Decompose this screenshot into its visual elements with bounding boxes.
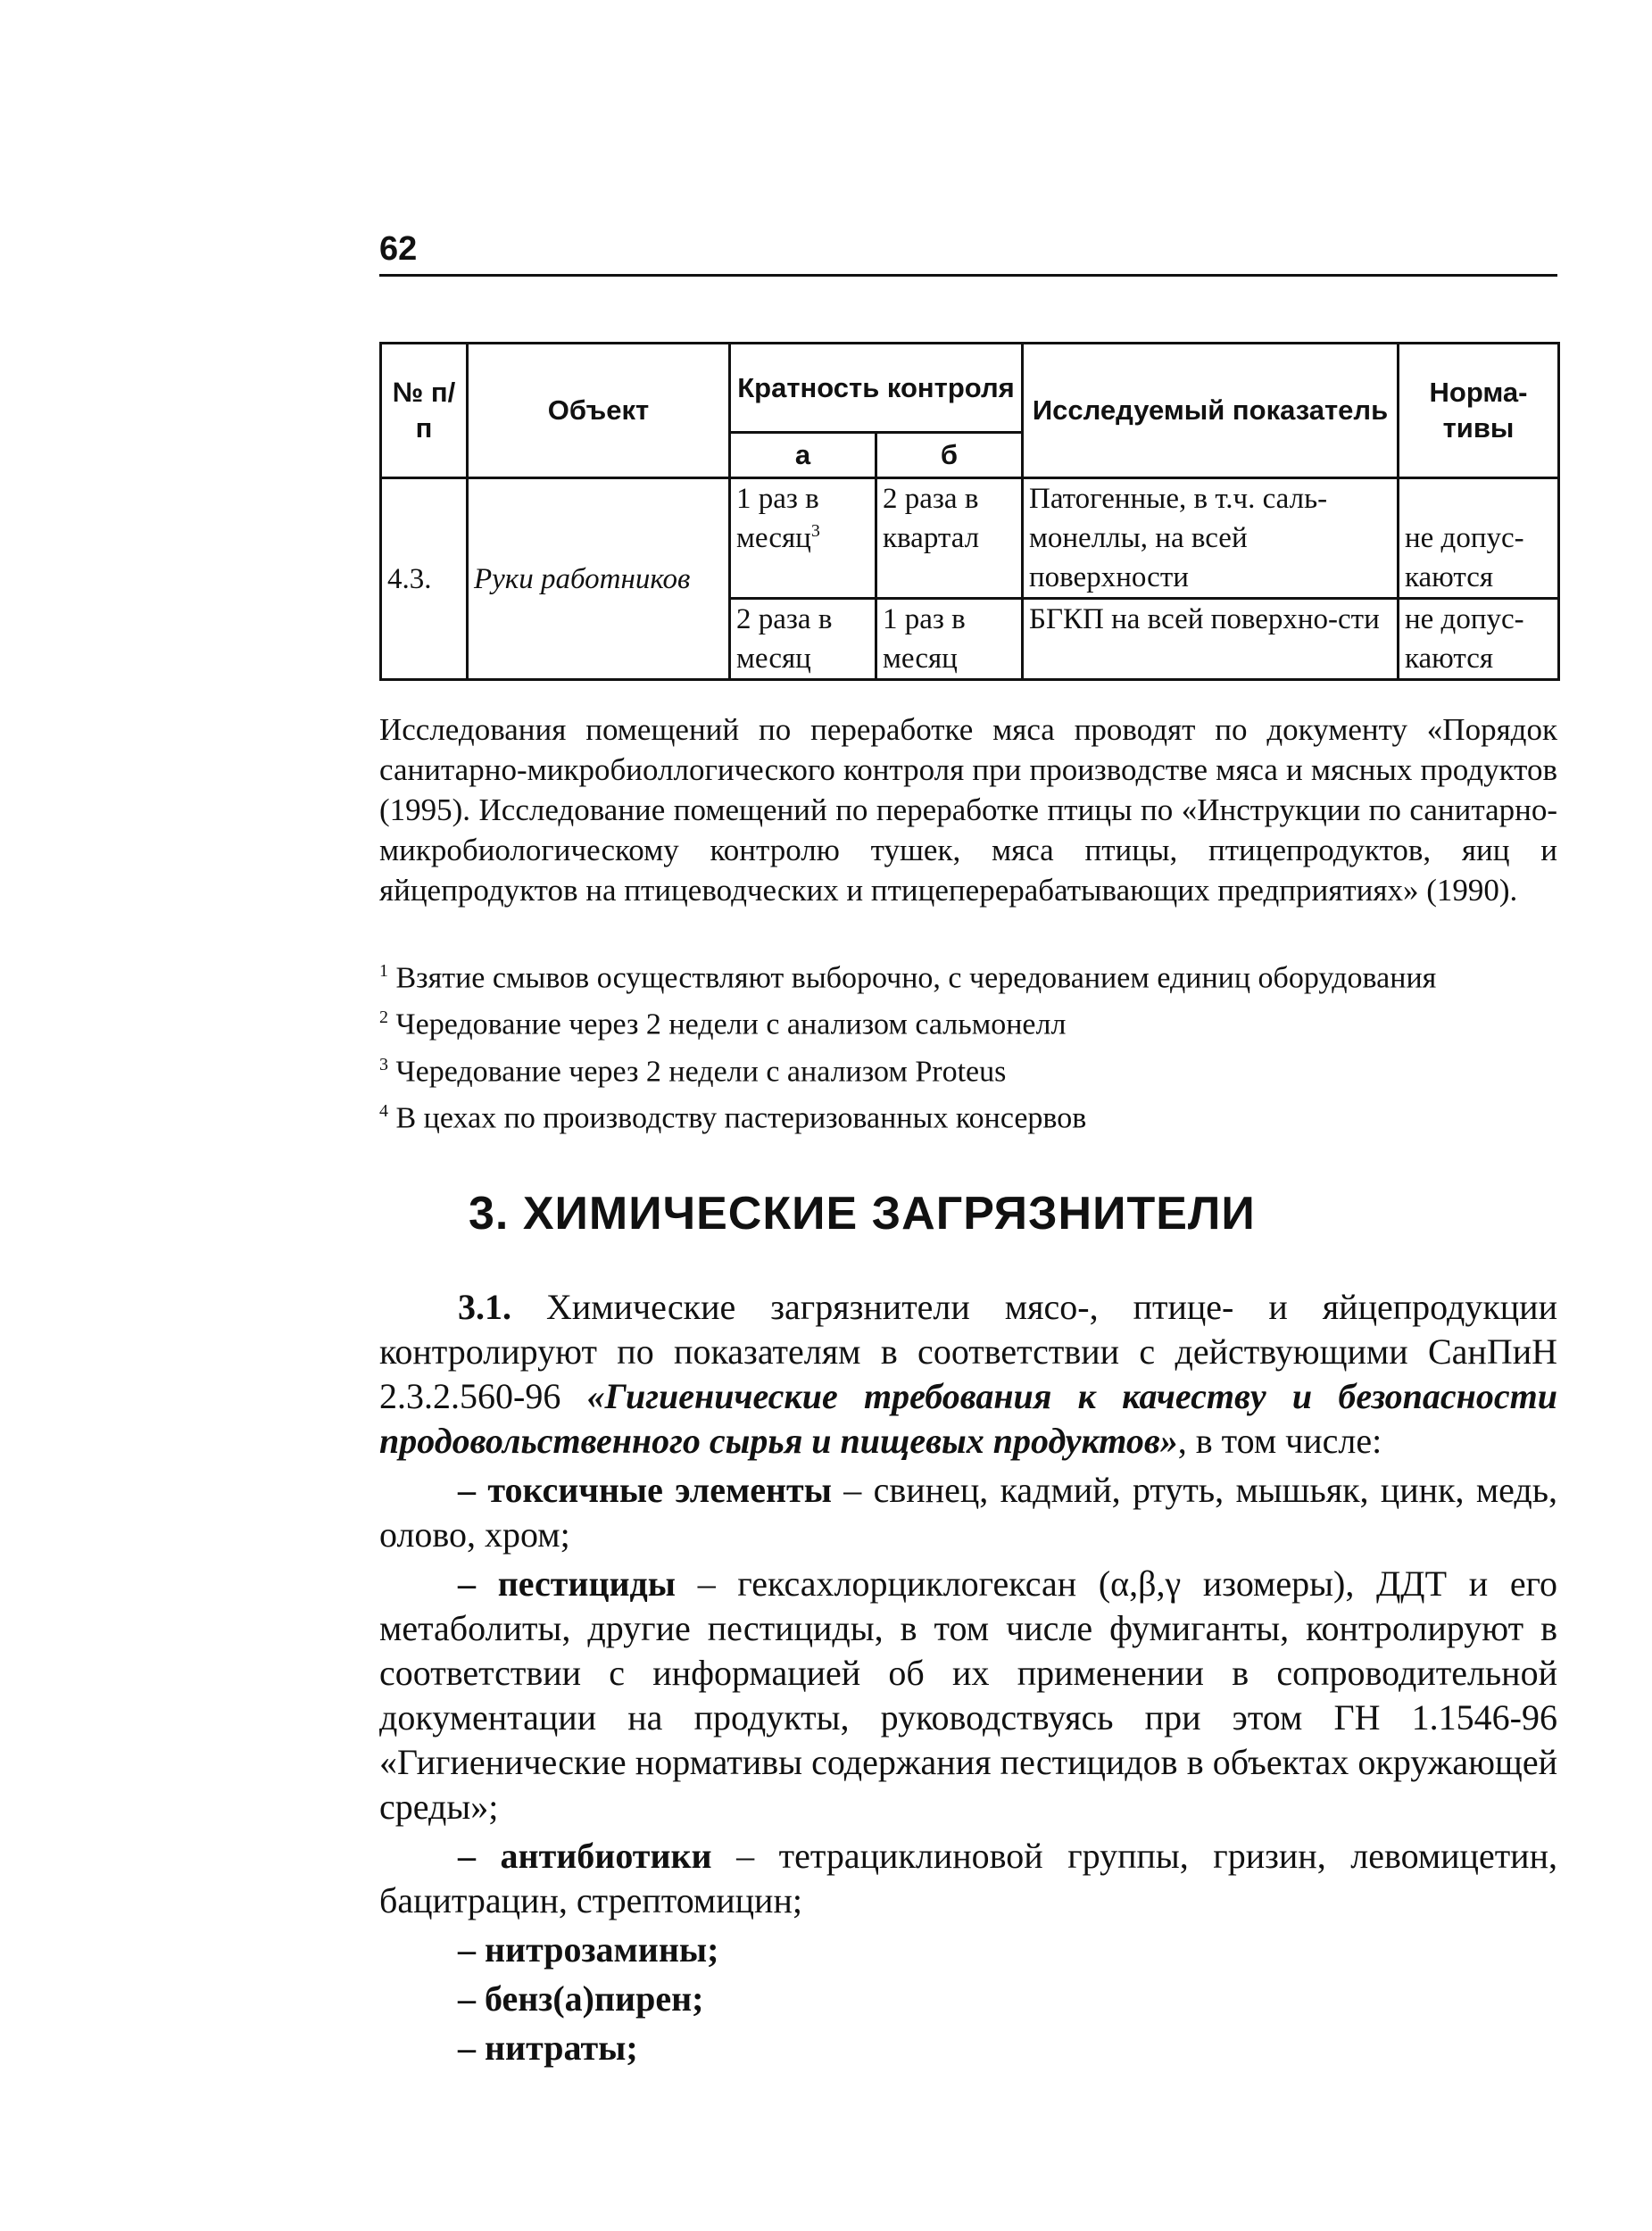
cell-indicator-1: Патогенные, в т.ч. саль-монеллы, на всей поверхности (1023, 478, 1399, 599)
footnote-text: В цехах по производству пастеризованных консервов (395, 1101, 1087, 1135)
header-frequency: Кратность контроля (730, 344, 1023, 433)
cell-freq-a-1 (730, 478, 876, 599)
footnote-mark: 2 (379, 1008, 388, 1028)
list-item-nitrates: – нитраты; (458, 2028, 638, 2068)
footnote-mark: 1 (379, 961, 388, 981)
docs-paragraph: Исследования помещений по переработке мяса проводят по документу «Порядок санитарно-микробиоллогического контроля при производстве мяса и мясных продуктов (1995). Исследование помещений по переработке птицы по «Инструкции по санитарно-микробиологическому контролю тушек, мяса птицы, птицепродуктов, яиц и яйцепродуктов на птицеводческих и птицеперерабатывающих предприятиях» (1990). (379, 712, 1557, 908)
header-freq-a: а (730, 433, 876, 478)
header-norms: Норма-тивы (1399, 344, 1559, 478)
cell-freq-a-1-sup: 3 (810, 521, 820, 541)
cell-norm-1: не допус-каются (1399, 478, 1559, 599)
cell-freq-a-1-text: 1 раз в месяц (736, 483, 819, 554)
footnote (379, 998, 1557, 1044)
cell-indicator-2: БГКП на всей поверхно-сти (1023, 599, 1399, 680)
paragraph-text-b: , в том числе: (1177, 1421, 1382, 1461)
footnote-text: Взятие смывов осуществляют выборочно, с чередованием единиц оборудования (395, 961, 1437, 995)
footnote-mark: 4 (379, 1100, 388, 1121)
list-item-antibiotics (379, 1834, 1557, 1923)
cell-freq-a-2: 2 раза в месяц (730, 599, 876, 680)
footnotes (379, 951, 1557, 1138)
list-item-benzpyrene: – бенз(а)пирен; (458, 1978, 704, 2019)
footnote-mark: 3 (379, 1054, 388, 1074)
antibiotics-label: – антибиотики (458, 1836, 712, 1876)
paragraph-number: 3.1. (458, 1287, 511, 1327)
footnote (379, 951, 1557, 998)
footnote (379, 1091, 1557, 1138)
row-num: 4.3. (381, 478, 468, 680)
control-table (379, 342, 1560, 681)
header-indicator: Исследуемый показатель (1023, 344, 1399, 478)
antibiotics-text: – тетрациклиновой группы, гризин, левомицетин, бацитрацин, стрептомицин; (379, 1836, 1557, 1920)
paragraph-text-a: Химические загрязнители мясо-, птице- и яйцепродукции контролируют по показателям в соответствии с действующими СанПиН 2.3.2.560-96 (379, 1287, 1557, 1416)
footnote-text: Чередование через 2 недели с анализом сальмонелл (395, 1008, 1067, 1041)
footnote-text: Чередование через 2 недели с анализом Proteus (395, 1054, 1007, 1088)
header-object: Объект (468, 344, 730, 478)
page-number: 62 (379, 230, 418, 268)
header-num: № п/п (381, 344, 468, 478)
list-item-toxic (379, 1468, 1557, 1557)
section-body (379, 1285, 1557, 2075)
footnote (379, 1045, 1557, 1091)
row-object: Руки работников (468, 478, 730, 680)
cell-freq-b-1: 2 раза в квартал (876, 478, 1023, 599)
header-rule (379, 274, 1557, 277)
cell-norm-2: не допус-каются (1399, 599, 1559, 680)
header-freq-b: б (876, 433, 1023, 478)
pesticides-label: – пестициды (458, 1563, 677, 1604)
toxic-text: – свинец, кадмий, ртуть, мышьяк, цинк, медь, олово, хром; (379, 1470, 1557, 1555)
list-item-pesticides (379, 1562, 1557, 1829)
section-title: 3. ХИМИЧЕСКИЕ ЗАГРЯЗНИТЕЛИ (469, 1188, 1256, 1240)
cell-freq-b-2: 1 раз в месяц (876, 599, 1023, 680)
toxic-label: – токсичные элементы (458, 1470, 832, 1510)
pesticides-text: – гексахлорциклогексан (α,β,γ изомеры), ДДТ и его метаболиты, другие пестициды, в том числе фумиганты, контролируют в соответствии с информацией об их применении в сопроводительной документации на продукты, руководствуясь при этом ГН 1.1546-96 «Гигиенические нормативы содержания пестицидов в объектах окружающей среды»; (379, 1563, 1558, 1827)
table-row (381, 478, 1559, 599)
paragraph-3-1 (379, 1285, 1557, 1464)
document-title: «Гигиенические требования к качеству и безопасности продовольственного сырья и пищевых продуктов» (379, 1376, 1557, 1461)
list-item-nitrosamines: – нитрозамины; (458, 1929, 719, 1970)
